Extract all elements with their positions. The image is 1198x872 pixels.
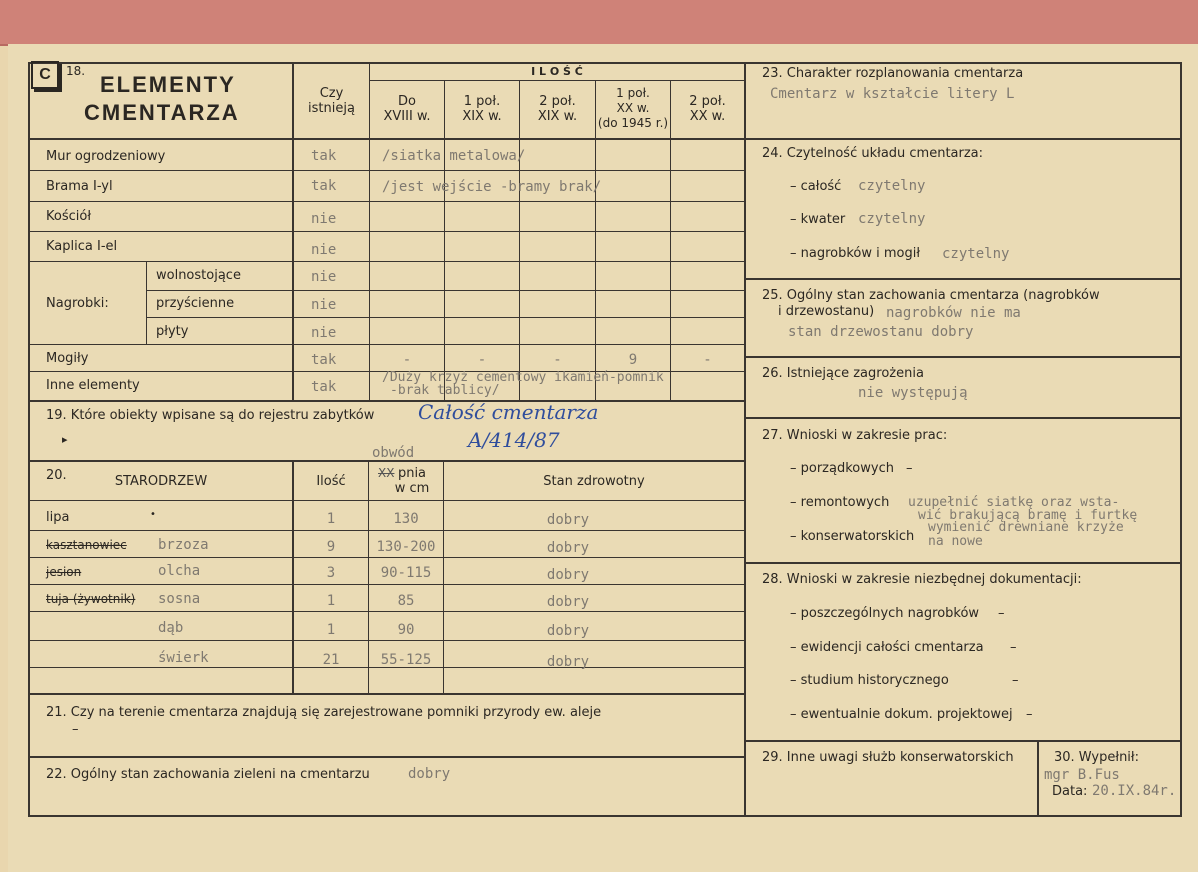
row-exists: tak	[311, 379, 337, 395]
nagrobki-label: Nagrobki:	[46, 296, 109, 311]
obwod-label: obwód	[372, 445, 415, 461]
q23-label: 23. Charakter rozplanowania cmentarza	[762, 66, 1024, 81]
section-badge: C	[31, 61, 59, 89]
row-label: Kaplica I-el	[46, 239, 118, 254]
q28-item-label: – studium historycznego	[790, 673, 949, 688]
tree-count: 9	[326, 539, 336, 555]
tree-count: 1	[326, 511, 336, 527]
q28-item-label: – ewidencji całości cmentarza	[790, 640, 984, 655]
period-3: 2 poł. XIX w.	[537, 94, 578, 124]
q29-label: 29. Inne uwagi służb konserwatorskich	[762, 750, 1014, 765]
q27-item-value: –	[906, 461, 913, 476]
q28-item-value: –	[1026, 707, 1033, 722]
period-value: -	[402, 352, 412, 368]
tree-typed: sosna	[158, 591, 201, 607]
tree-girth: 55-125	[380, 652, 432, 668]
row-exists: nie	[311, 269, 337, 285]
tree-count: 1	[326, 622, 336, 638]
q27-item-label: – porządkowych	[790, 461, 894, 476]
q28-item-value: –	[998, 606, 1005, 621]
q22-value: dobry	[408, 766, 451, 782]
tree-health: dobry	[546, 623, 590, 639]
col-ilosc: I L O Ś Ć	[531, 65, 583, 78]
q28-item-value: –	[1010, 640, 1017, 655]
q25-label-1: 25. Ogólny stan zachowania cmentarza (nagrobków	[762, 288, 1100, 303]
tree-health: dobry	[546, 540, 590, 556]
tree-girth: 130	[393, 511, 419, 527]
row-label: płyty	[156, 324, 189, 339]
col-obwod-crossed: XX	[378, 466, 395, 480]
q22-label: 22. Ogólny stan zachowania zieleni na cmentarzu	[46, 767, 370, 782]
tree-printed: jesion	[46, 565, 82, 579]
rejestr-label: 19. Które obiekty wpisane są do rejestru zabytków	[46, 408, 375, 423]
period-value: -	[477, 352, 487, 368]
q28-item-label: – poszczególnych nagrobków	[790, 606, 980, 621]
tree-typed: świerk	[158, 650, 209, 666]
tree-health: dobry	[546, 567, 590, 583]
q30-date-value: 20.IX.84r.	[1092, 783, 1177, 799]
col-czy-istnieja: Czy istnieją	[308, 86, 355, 116]
tree-girth: 90-115	[380, 565, 432, 581]
row-exists: tak	[311, 148, 337, 164]
row-label: Mur ogrodzeniowy	[46, 149, 166, 164]
tree-girth: 90	[397, 622, 415, 638]
elements-title-line1: ELEMENTY	[100, 72, 236, 97]
binding-strip	[0, 0, 1198, 46]
period-value: -	[553, 352, 562, 368]
tree-health: dobry	[546, 512, 590, 528]
arrow-mark: ▸	[62, 433, 68, 446]
tree-health: dobry	[546, 654, 590, 670]
tree-count: 1	[326, 593, 336, 609]
q30-date-label: Data:	[1052, 784, 1088, 799]
row-exists: tak	[311, 352, 337, 368]
q26-label: 26. Istniejące zagrożenia	[762, 366, 924, 381]
q28-item-label: – ewentualnie dokum. projektowej	[790, 707, 1013, 722]
row-exists: nie	[311, 325, 337, 341]
q27-item-value-2: wić brakującą bramę i furtkę	[918, 508, 1138, 523]
tree-printed: kasztanowiec	[46, 538, 127, 552]
row-label: Mogiły	[46, 351, 89, 366]
tree-girth: 130-200	[376, 539, 436, 555]
section-18-number: 18.	[66, 64, 86, 78]
row-note-2: -brak tablicy/	[390, 383, 500, 398]
q25-value-1: nagrobków nie ma	[886, 305, 1021, 321]
q24-item-value: czytelny	[942, 246, 1010, 262]
q24-item-label: – całość	[790, 179, 842, 194]
q25-value-2: stan drzewostanu dobry	[788, 324, 974, 340]
rejestr-handwritten-1: Całość cmentarza	[418, 400, 599, 424]
q24-item-value: czytelny	[858, 211, 926, 227]
row-note: /siatka metalowa/	[382, 148, 526, 164]
tree-health: dobry	[546, 594, 590, 610]
col-obwod: pnia w cm	[394, 466, 430, 496]
period-4: 1 poł. XX w. (do 1945 r.)	[597, 86, 669, 130]
elements-title-line2: CMENTARZA	[84, 100, 240, 125]
q27-item-value: wymienić drewniane krzyże	[928, 520, 1124, 535]
row-exists: nie	[311, 211, 337, 227]
period-1: Do XVIII w.	[383, 94, 431, 124]
starodrzew-number: 20.	[46, 468, 67, 483]
q23-value: Cmentarz w kształcie litery L	[770, 86, 1015, 102]
row-exists: nie	[311, 242, 337, 258]
q27-item-value-2: na nowe	[928, 534, 983, 549]
row-exists: tak	[311, 178, 337, 194]
q26-value: nie występują	[858, 385, 968, 401]
period-value: -	[703, 352, 712, 368]
row-exists: nie	[311, 297, 337, 313]
row-label: wolnostojące	[156, 268, 241, 283]
record-card	[8, 44, 1198, 872]
q30-label: 30. Wypełnił:	[1054, 750, 1139, 765]
col-ilosc: Ilość	[316, 474, 346, 489]
q24-item-value: czytelny	[858, 178, 926, 194]
rejestr-handwritten-2: A/414/87	[468, 428, 560, 452]
tree-typed: brzoza	[158, 537, 209, 553]
q27-label: 27. Wnioski w zakresie prac:	[762, 428, 948, 443]
q25-label-2: i drzewostanu)	[778, 304, 875, 319]
period-5: 2 poł. XX w.	[689, 94, 726, 124]
row-label: przyścienne	[156, 296, 235, 311]
row-note: /Duży krzyż cementowy ikamień-pomnik	[382, 370, 664, 385]
period-value: 9	[628, 352, 638, 368]
q21-label: 21. Czy na terenie cmentarza znajdują się zarejestrowane pomniki przyrody ew. aleje	[46, 705, 602, 720]
tree-girth: 85	[397, 593, 415, 609]
row-label: Kościół	[46, 209, 92, 224]
q28-item-value: –	[1012, 673, 1019, 688]
tree-printed: tuja (żywotnik)	[46, 592, 136, 606]
tree-printed: lipa	[46, 510, 70, 525]
q24-label: 24. Czytelność układu cmentarza:	[762, 146, 984, 161]
tree-typed: olcha	[158, 563, 201, 579]
row-note: /jest wejście -bramy brak/	[382, 179, 602, 195]
col-stan: Stan zdrowotny	[543, 474, 645, 489]
q27-item-label: – remontowych	[790, 495, 890, 510]
q24-item-label: – kwater	[790, 212, 846, 227]
q24-item-label: – nagrobków i mogił	[790, 246, 921, 261]
row-label: Inne elementy	[46, 378, 140, 393]
q30-name: mgr B.Fus	[1044, 767, 1120, 783]
q28-label: 28. Wnioski w zakresie niezbędnej dokumentacji:	[762, 572, 1082, 587]
dot-mark: •	[150, 509, 156, 520]
period-2: 1 poł. XIX w.	[462, 94, 502, 124]
q21-value: –	[72, 722, 79, 737]
q27-item-label: – konserwatorskich	[790, 529, 915, 544]
tree-count: 3	[326, 565, 336, 581]
tree-typed: dąb	[158, 620, 184, 636]
starodrzew-title: STARODRZEW	[114, 474, 208, 489]
tree-count: 21	[322, 652, 340, 668]
q27-item-value: uzupełnić siatkę oraz wsta-	[908, 495, 1120, 510]
row-label: Brama I-yl	[46, 179, 113, 194]
